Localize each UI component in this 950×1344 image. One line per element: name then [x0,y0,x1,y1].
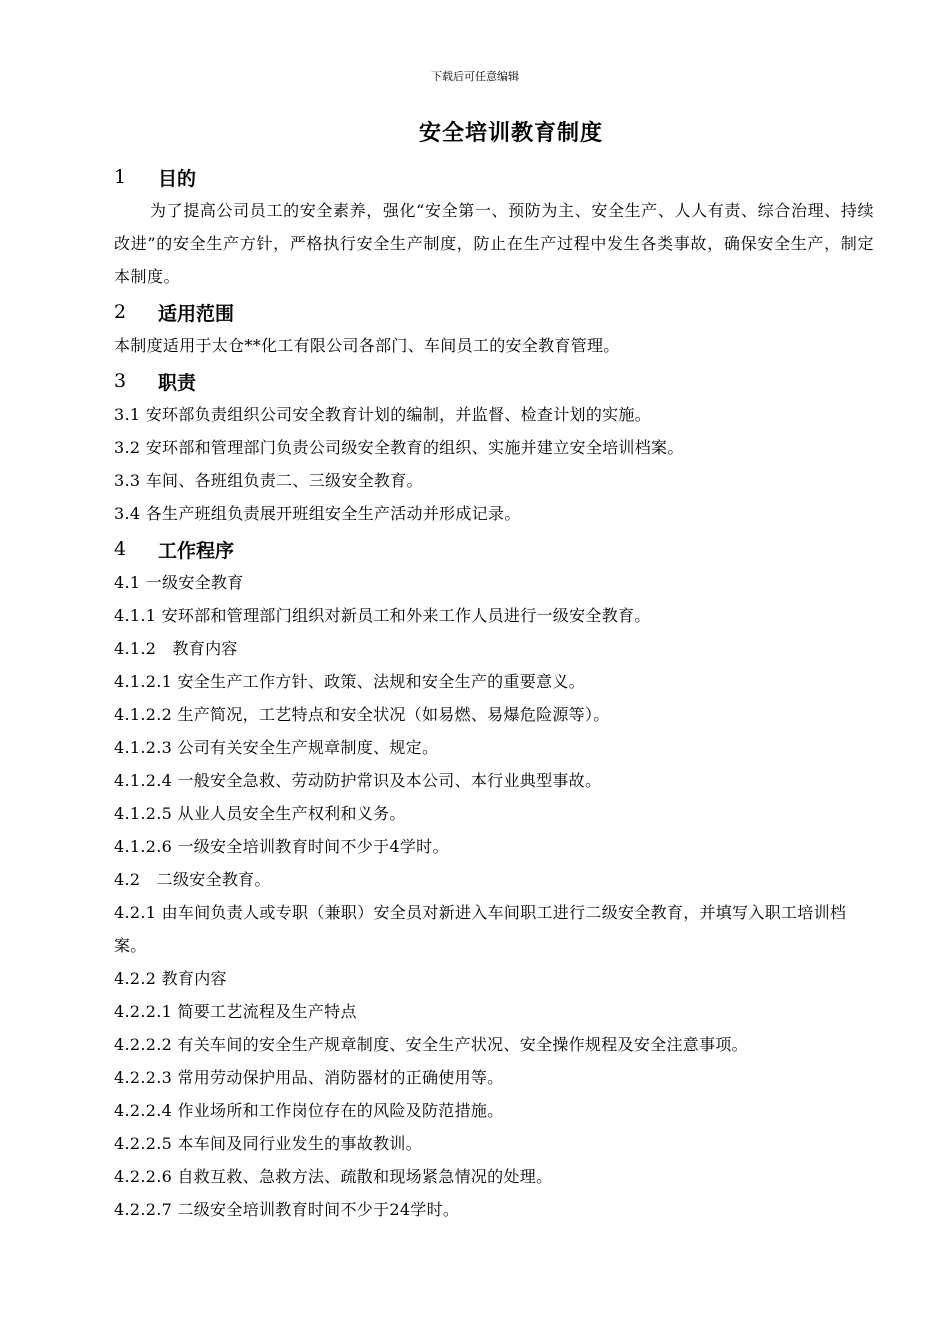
section-title: 目的 [158,167,197,190]
clause-line: 4.1.2.6 一级安全培训教育时间不少于4学时。 [114,837,449,856]
section-heading-2 [114,295,874,329]
scope-line: 本制度适用于太仓**化工有限公司各部门、车间员工的安全教育管理。 [114,336,620,355]
clause-line: 4.2 二级安全教育。 [114,870,271,889]
clause-line: 4.2.2.1 简要工艺流程及生产特点 [114,1002,357,1021]
clause-line: 4.1.2 教育内容 [114,639,238,658]
document-title: 安全培训教育制度 [418,120,603,146]
clause-line: 4.2.2.6 自救互救、急救方法、疏散和现场紧急情况的处理。 [114,1167,553,1186]
clause-line: 3.1 安环部负责组织公司安全教育计划的编制，并监督、检查计划的实施。 [114,405,652,424]
clause-line: 4.2.2.3 常用劳动保护用品、消防器材的正确使用等。 [114,1068,504,1087]
clause-line: 4.1.2.3 公司有关安全生产规章制度、规定。 [114,738,439,757]
clause-line: 4.1.1 安环部和管理部门组织对新员工和外来工作人员进行一级安全教育。 [114,606,651,625]
section-number: 2 [114,301,127,323]
clause-line: 3.2 安环部和管理部门负责公司级安全教育的组织、实施并建立安全培训档案。 [114,438,684,457]
clause-line: 4.2.2.2 有关车间的安全生产规章制度、安全生产状况、安全操作规程及安全注意事项。 [114,1035,748,1054]
section-number: 3 [114,370,127,392]
section-heading-1 [114,160,874,194]
clause-line: 4.1.2.2 生产简况，工艺特点和安全状况（如易燃、易爆危险源等）。 [114,705,610,724]
section-number: 1 [114,166,127,188]
clause-line: 4.2.2.5 本车间及同行业发生的事故教训。 [114,1134,422,1153]
section-number: 4 [114,538,127,560]
header-note: 下载后可任意编辑 [431,70,519,83]
section-heading-3 [114,364,874,398]
clause-line: 4.1.2.1 安全生产工作方针、政策、法规和安全生产的重要意义。 [114,672,585,691]
clause-line: 4.1.2.4 一般安全急救、劳动防护常识及本公司、本行业典型事故。 [114,771,602,790]
clause-line: 4.2.1 由车间负责人或专职（兼职）安全员对新进入车间职工进行二级安全教育，并填写入职工培训档案。 [114,903,847,955]
clause-line: 4.2.2.4 作业场所和工作岗位存在的风险及防范措施。 [114,1101,504,1120]
clause-line: 4.2.2.7 二级安全培训教育时间不少于24学时。 [114,1200,460,1219]
purpose-paragraph: 为了提高公司员工的安全素养，强化“安全第一、预防为主、安全生产、人人有责、综合治理、持续改进”的安全生产方针，严格执行安全生产制度，防止在生产过程中发生各类事故，确保安全生产，制定本制度。 [114,201,874,286]
clause-line: 4.2.2 教育内容 [114,969,227,988]
clause-line: 3.4 各生产班组负责展开班组安全生产活动并形成记录。 [114,504,521,523]
clause-line: 4.1.2.5 从业人员安全生产权利和义务。 [114,804,406,823]
clause-line: 4.1 一级安全教育 [114,573,244,592]
section-title: 适用范围 [158,302,235,325]
clause-line: 3.3 车间、各班组负责二、三级安全教育。 [114,471,423,490]
document-body [114,158,874,1226]
section-title: 职责 [158,371,197,394]
section-heading-4 [114,532,874,566]
section-title: 工作程序 [158,539,235,562]
